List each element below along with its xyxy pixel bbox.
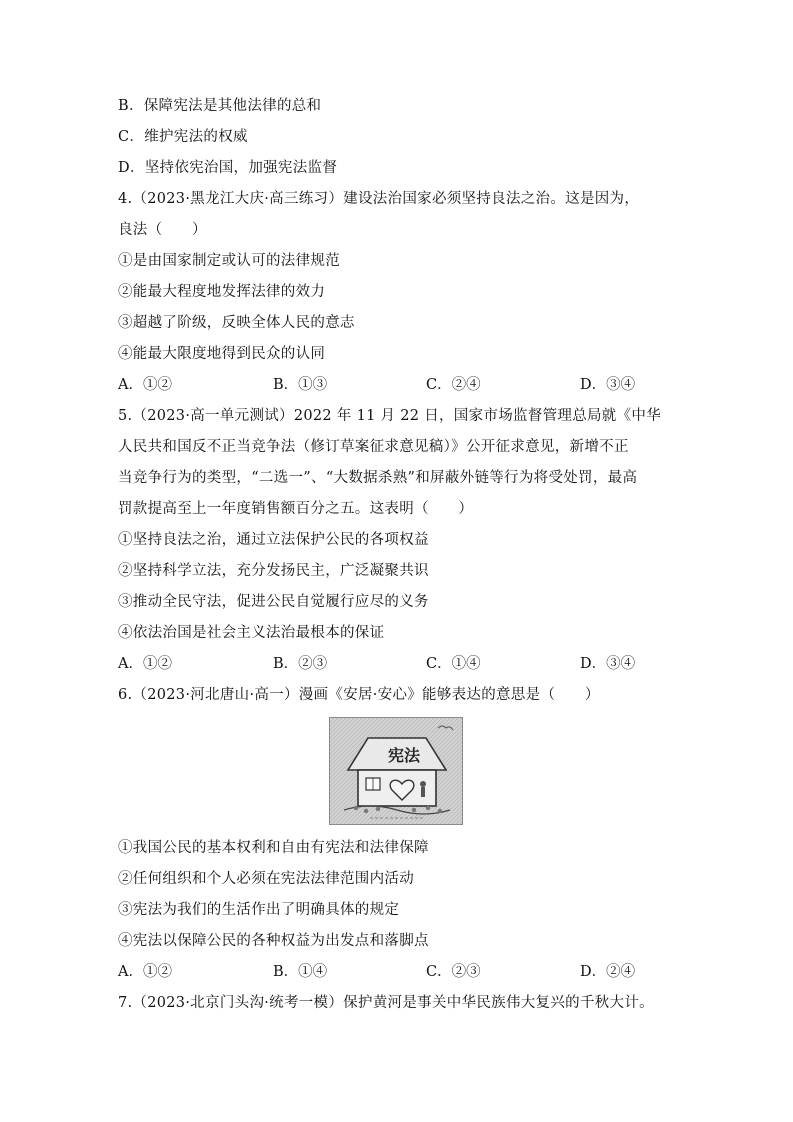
q3-option-d: D．坚持依宪治国，加强宪法监督 xyxy=(118,160,338,176)
q6-item-2: ②任何组织和个人必须在宪法法律范围内活动 xyxy=(118,871,414,887)
q6-choices xyxy=(118,962,678,982)
q5-item-1: ①坚持良法之治，通过立法保护公民的各项权益 xyxy=(118,532,429,548)
q4-stem-line2: 良法（ ） xyxy=(118,222,207,238)
q6-choice-c[interactable]: C．②③ xyxy=(426,964,481,980)
q5-stem-line1: 5.（2023·高一单元测试）2022 年 11 月 22 日，国家市场监督管理总局就《中华 xyxy=(118,408,661,424)
q5-item-3: ③推动全民守法，促进公民自觉履行应尽的义务 xyxy=(118,594,429,610)
q4-item-3: ③超越了阶级，反映全体人民的意志 xyxy=(118,315,355,331)
q4-choice-b[interactable]: B．①③ xyxy=(273,377,328,393)
q6-choice-a[interactable]: A．①② xyxy=(118,964,172,980)
q5-choice-d[interactable]: D．③④ xyxy=(580,656,636,672)
q5-choice-c[interactable]: C．①④ xyxy=(426,656,481,672)
q4-item-2: ②能最大程度地发挥法律的效力 xyxy=(118,284,326,300)
q5-item-4: ④依法治国是社会主义法治最根本的保证 xyxy=(118,625,385,641)
q5-stem-line3: 当竞争行为的类型，“二选一”、“大数据杀熟”和屏蔽外链等行为将受处罚，最高 xyxy=(118,470,638,486)
q6-choice-d[interactable]: D．②④ xyxy=(580,964,636,980)
q5-choices xyxy=(118,654,678,674)
house-cartoon-icon xyxy=(330,718,463,825)
q4-stem-line1: 4.（2023·黑龙江大庆·高三练习）建设法治国家必须坚持良法之治。这是因为， xyxy=(118,191,640,207)
q5-choice-a[interactable]: A．①② xyxy=(118,656,172,672)
q6-choice-b[interactable]: B．①④ xyxy=(273,964,328,980)
q4-choice-a[interactable]: A．①② xyxy=(118,377,172,393)
q5-stem-line4: 罚款提高至上一年度销售额百分之五。这表明（ ） xyxy=(118,501,474,517)
q4-item-4: ④能最大限度地得到民众的认同 xyxy=(118,346,326,362)
cartoon-image xyxy=(329,717,463,825)
q4-choices xyxy=(118,375,678,395)
q6-item-4: ④宪法以保障公民的各种权益为出发点和落脚点 xyxy=(118,933,429,949)
q6-stem: 6.（2023·河北唐山·高一）漫画《安居·安心》能够表达的意思是（ ） xyxy=(118,687,600,703)
q5-stem-line2: 人民共和国反不正当竞争法（修订草案征求意见稿）》公开征求意见，新增不正 xyxy=(118,439,629,455)
q3-option-c: C．维护宪法的权威 xyxy=(118,129,248,145)
q5-choice-b[interactable]: B．②③ xyxy=(273,656,328,672)
q5-item-2: ②坚持科学立法，充分发扬民主，广泛凝聚共识 xyxy=(118,563,429,579)
cartoon-label: 宪法 xyxy=(387,746,420,765)
q4-choice-d[interactable]: D．③④ xyxy=(580,377,636,393)
q6-item-3: ③宪法为我们的生活作出了明确具体的规定 xyxy=(118,902,400,918)
q3-option-b: B．保障宪法是其他法律的总和 xyxy=(118,98,322,114)
q4-item-1: ①是由国家制定或认可的法律规范 xyxy=(118,253,340,269)
q6-item-1: ①我国公民的基本权利和自由有宪法和法律保障 xyxy=(118,840,429,856)
q7-stem-line1: 7.（2023·北京门头沟·统考一模）保护黄河是事关中华民族伟大复兴的千秋大计。 xyxy=(118,995,654,1011)
q4-choice-c[interactable]: C．②④ xyxy=(426,377,481,393)
